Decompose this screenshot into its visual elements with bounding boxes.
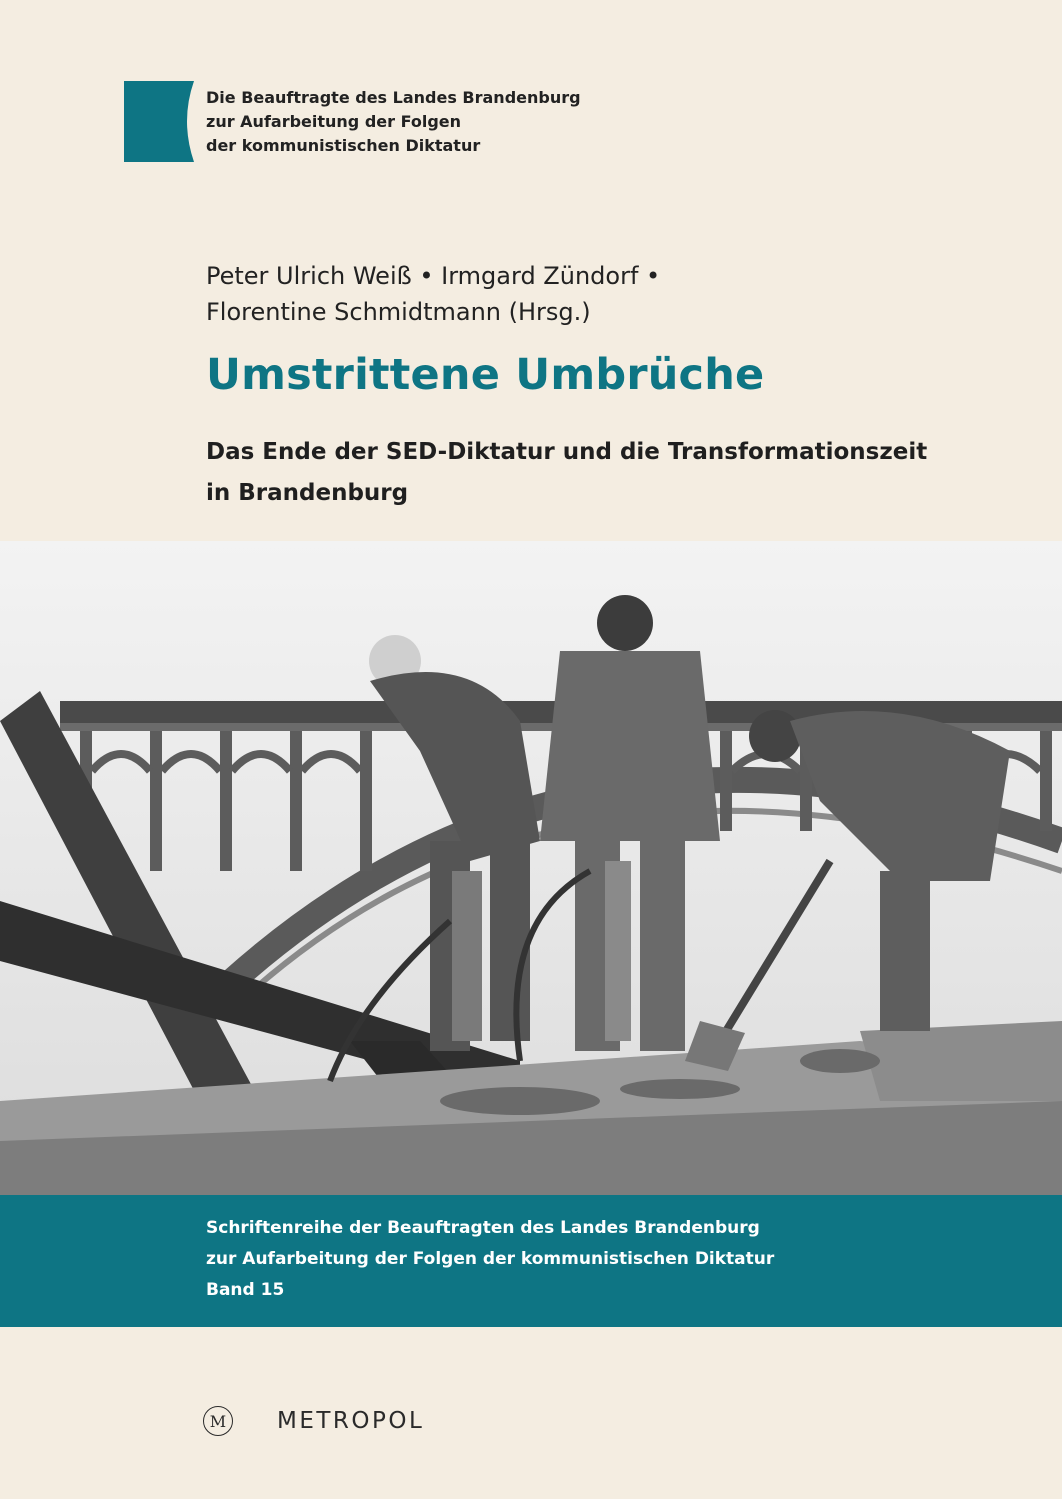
institution-line: Die Beauftragte des Landes Brandenburg	[206, 88, 581, 107]
authors-line: Florentine Schmidtmann (Hrsg.)	[206, 298, 591, 326]
institution-line: zur Aufarbeitung der Folgen	[206, 112, 462, 131]
book-subtitle	[206, 432, 927, 514]
metropol-m-logo-icon	[203, 1406, 233, 1436]
series-info	[206, 1213, 774, 1306]
institution-logo-icon	[124, 81, 194, 162]
subtitle-line: in Brandenburg	[206, 480, 409, 506]
book-authors	[206, 258, 660, 330]
institution-line: der kommunistischen Diktatur	[206, 136, 481, 155]
authors-line: Peter Ulrich Weiß • Irmgard Zündorf •	[206, 262, 661, 290]
series-volume: Band 15	[206, 1280, 285, 1300]
institution-name	[206, 86, 581, 158]
series-line: zur Aufarbeitung der Folgen der kommunistischen Diktatur	[206, 1249, 775, 1269]
cover-photograph	[0, 541, 1062, 1195]
series-band	[0, 1195, 1062, 1327]
subtitle-line: Das Ende der SED-Diktatur und die Transformationszeit	[206, 439, 928, 465]
publisher	[203, 1404, 424, 1438]
publisher-icon-letter: M	[209, 1411, 227, 1431]
series-line: Schriftenreihe der Beauftragten des Landes Brandenburg	[206, 1218, 760, 1238]
publisher-name: METROPOL	[277, 1408, 425, 1434]
book-title: Umstrittene Umbrüche	[206, 350, 765, 400]
